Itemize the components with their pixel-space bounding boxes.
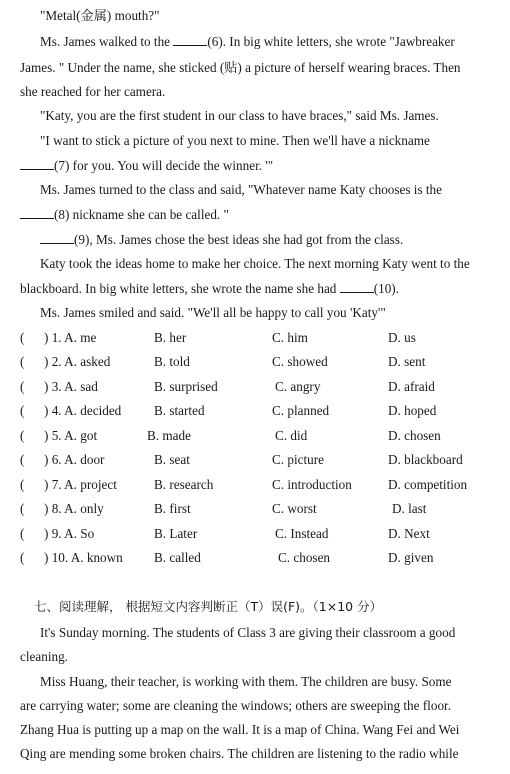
option-a: ) 4. A. decided (44, 403, 122, 418)
option-row (20, 550, 500, 566)
passage-line: Katy took the ideas home to make her choice. The next morning Katy went to the (40, 256, 470, 271)
option-a: ) 8. A. only (44, 501, 104, 516)
passage-text: (9), Ms. James chose the best ideas she had got from the class. (74, 232, 404, 247)
section-heading: 七、阅读理解， 根据短文内容判断正（T）误(F)。（1×10 分） (34, 599, 383, 614)
option-b: B. seat (154, 452, 190, 467)
answer-paren[interactable]: ( (20, 550, 25, 565)
option-d: D. Next (388, 526, 430, 541)
option-d: D. us (388, 330, 416, 345)
option-c: C. did (275, 428, 308, 443)
option-row (20, 428, 500, 444)
option-a: ) 10. A. known (44, 550, 123, 565)
option-d: D. competition (388, 477, 468, 492)
option-b: B. Later (154, 526, 198, 541)
passage-line: "I want to stick a picture of you next to mine. Then we'll have a nickname (40, 133, 430, 148)
option-b: B. called (154, 550, 201, 565)
option-row (20, 330, 500, 346)
option-b: B. her (154, 330, 187, 345)
option-b: B. started (154, 403, 205, 418)
answer-blank[interactable] (173, 34, 207, 46)
option-b: B. research (154, 477, 214, 492)
option-row (20, 526, 500, 542)
option-d: D. sent (388, 354, 426, 369)
answer-blank[interactable] (40, 232, 74, 244)
option-c: C. chosen (278, 550, 331, 565)
option-row (20, 477, 500, 493)
option-c: C. worst (272, 501, 317, 516)
passage-text: (6). In big white letters, she wrote "Jawbreaker (207, 34, 455, 49)
option-c: C. him (272, 330, 308, 345)
passage-line (20, 281, 399, 297)
option-c: C. showed (272, 354, 328, 369)
option-b: B. made (147, 428, 191, 443)
option-row (20, 403, 500, 419)
passage-line (40, 34, 455, 50)
option-a: ) 5. A. got (44, 428, 98, 443)
option-d: D. blackboard (388, 452, 463, 467)
passage-line: she reached for her camera. (20, 84, 166, 99)
option-a: ) 6. A. door (44, 452, 105, 467)
passage-text: Ms. James walked to the (40, 34, 174, 49)
answer-paren[interactable]: ( (20, 354, 25, 369)
answer-blank[interactable] (20, 207, 54, 219)
option-b: B. first (154, 501, 191, 516)
answer-blank[interactable] (340, 281, 374, 293)
option-a: ) 1. A. me (44, 330, 97, 345)
passage-text: (7) for you. You will decide the winner. '" (54, 158, 274, 173)
option-a: ) 7. A. project (44, 477, 117, 492)
answer-paren[interactable]: ( (20, 501, 25, 516)
answer-paren[interactable]: ( (20, 477, 25, 492)
option-row (20, 501, 500, 517)
option-b: B. told (154, 354, 190, 369)
option-row (20, 354, 500, 370)
passage-line (20, 158, 273, 174)
option-c: C. introduction (272, 477, 352, 492)
answer-paren[interactable]: ( (20, 428, 25, 443)
reading-line: are carrying water; some are cleaning the windows; others are sweeping the floor. (20, 698, 451, 713)
passage-line (20, 207, 229, 223)
option-d: D. given (388, 550, 434, 565)
option-a: ) 2. A. asked (44, 354, 111, 369)
answer-paren[interactable]: ( (20, 526, 25, 541)
reading-line: Zhang Hua is putting up a map on the wall. It is a map of China. Wang Fei and Wei (20, 722, 460, 737)
answer-paren[interactable]: ( (20, 452, 25, 467)
reading-line: Miss Huang, their teacher, is working with them. The children are busy. Some (40, 674, 452, 689)
passage-line (40, 232, 403, 248)
reading-line: cleaning. (20, 649, 68, 664)
option-d: D. chosen (388, 428, 441, 443)
option-a: ) 9. A. So (44, 526, 95, 541)
option-row (20, 452, 500, 468)
option-c: C. picture (272, 452, 325, 467)
option-d: D. hoped (388, 403, 437, 418)
passage-line: "Metal(金属) mouth?" (40, 8, 160, 23)
passage-line: Ms. James turned to the class and said, "Whatever name Katy chooses is the (40, 182, 442, 197)
answer-paren[interactable]: ( (20, 379, 25, 394)
passage-text: (10). (373, 281, 399, 296)
passage-line: James. " Under the name, she sticked (贴) a picture of herself wearing braces. Then (20, 60, 461, 75)
answer-blank[interactable] (20, 158, 54, 170)
option-c: C. angry (275, 379, 321, 394)
option-d: D. afraid (388, 379, 435, 394)
passage-text: (8) nickname she can be called. " (54, 207, 229, 222)
answer-paren[interactable]: ( (20, 330, 25, 345)
reading-line: Qing are mending some broken chairs. The children are listening to the radio while (20, 746, 459, 761)
option-row (20, 379, 500, 395)
option-c: C. planned (272, 403, 330, 418)
reading-line: It's Sunday morning. The students of Class 3 are giving their classroom a good (40, 625, 456, 640)
passage-text: blackboard. In big white letters, she wrote the name she had (20, 281, 340, 296)
passage-line: "Katy, you are the first student in our class to have braces," said Ms. James. (40, 108, 439, 123)
answer-paren[interactable]: ( (20, 403, 25, 418)
option-b: B. surprised (154, 379, 218, 394)
option-c: C. Instead (275, 526, 329, 541)
option-a: ) 3. A. sad (44, 379, 98, 394)
passage-line: Ms. James smiled and said. "We'll all be happy to call you 'Katy'" (40, 305, 386, 320)
option-d: D. last (392, 501, 427, 516)
